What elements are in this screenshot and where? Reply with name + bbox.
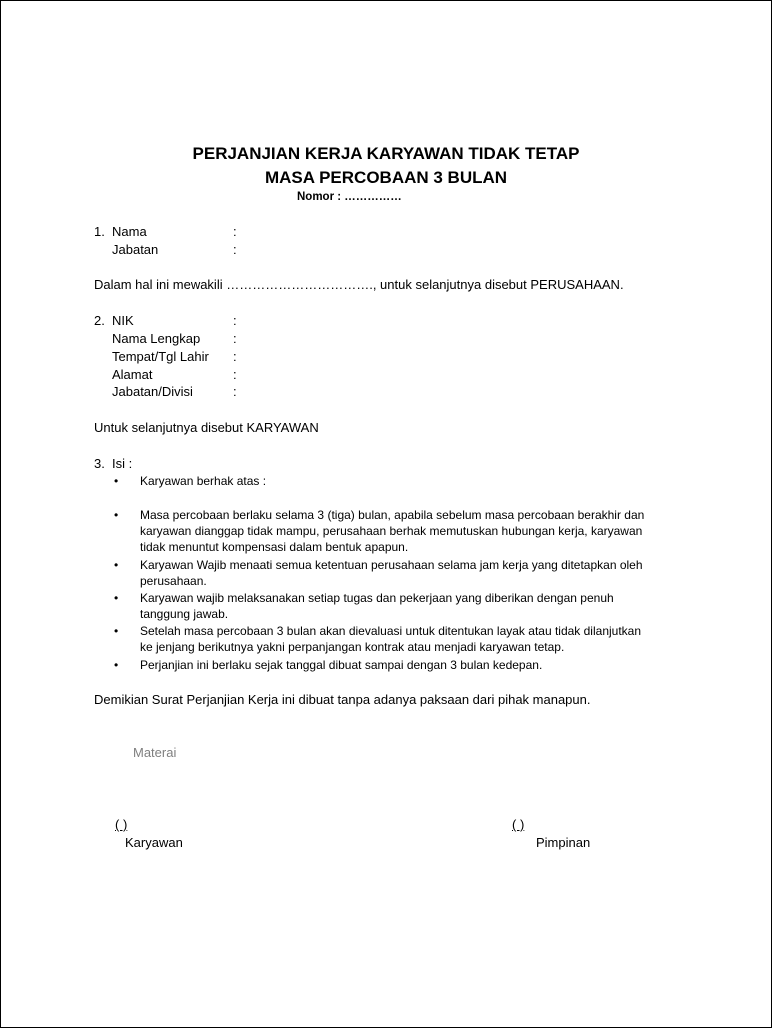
closing-statement: Demikian Surat Perjanjian Kerja ini dibuat tanpa adanya paksaan dari pihak manapun. <box>94 692 591 707</box>
field-label-jabatan: Jabatan <box>112 242 159 257</box>
bullet-text: Karyawan wajib melaksanakan setiap tugas dan pekerjaan yang diberikan dengan penuh <box>140 591 614 605</box>
signature-label-pimpinan: Pimpinan <box>536 835 591 850</box>
section-1-number: 1. <box>94 224 105 239</box>
bullet-text: Setelah masa percobaan 3 bulan akan dievaluasi untuk ditentukan layak atau tidak dilanjutkan <box>140 624 642 638</box>
bullet-icon: • <box>114 624 119 638</box>
section-2-number: 2. <box>94 313 105 328</box>
signature-label-karyawan: Karyawan <box>125 835 183 850</box>
field-label-tempat-tgl-lahir: Tempat/Tgl Lahir <box>112 349 209 364</box>
field-colon: : <box>233 349 237 364</box>
field-colon: : <box>233 384 237 399</box>
bullet-icon: • <box>114 658 119 672</box>
section-3-heading: Isi : <box>112 456 133 471</box>
bullet-icon: • <box>114 558 119 572</box>
field-label-nama-lengkap: Nama Lengkap <box>112 331 201 346</box>
bullet-text: perusahaan. <box>140 574 207 588</box>
bullet-text: ke jenjang berikutnya yakni perpanjangan kontrak atau menjadi karyawan tetap. <box>140 640 565 654</box>
bullet-text: tidak menuntut kompensasi dalam bentuk apapun. <box>140 540 409 554</box>
represent-text: Dalam hal ini mewakili ……………………………., untuk selanjutnya disebut PERUSAHAAN. <box>94 277 624 292</box>
bullet-icon: • <box>114 508 119 522</box>
field-colon: : <box>233 224 237 239</box>
bullet-icon: • <box>114 474 119 488</box>
signature-line-right: ( ) <box>512 817 525 832</box>
bullet-text: Perjanjian ini berlaku sejak tanggal dibuat sampai dengan 3 bulan kedepan. <box>140 658 543 672</box>
field-label-nik: NIK <box>112 313 134 328</box>
employee-text: Untuk selanjutnya disebut KARYAWAN <box>94 420 319 435</box>
signature-line-left: ( ) <box>115 817 128 832</box>
title-line-1: PERJANJIAN KERJA KARYAWAN TIDAK TETAP <box>192 144 580 163</box>
bullet-text: Karyawan berhak atas : <box>140 474 267 488</box>
bullet-icon: • <box>114 591 119 605</box>
materai-label: Materai <box>133 745 177 760</box>
field-colon: : <box>233 367 237 382</box>
field-colon: : <box>233 331 237 346</box>
field-colon: : <box>233 313 237 328</box>
title-line-2: MASA PERCOBAAN 3 BULAN <box>264 168 508 187</box>
field-colon: : <box>233 242 237 257</box>
bullet-text: Masa percobaan berlaku selama 3 (tiga) bulan, apabila sebelum masa percobaan berakhir dan <box>140 508 645 522</box>
section-3-number: 3. <box>94 456 105 471</box>
bullet-text: tanggung jawab. <box>140 607 229 621</box>
bullet-text: Karyawan Wajib menaati semua ketentuan perusahaan selama jam kerja yang ditetapkan oleh <box>140 558 643 572</box>
document-number: Nomor : …………… <box>297 191 402 203</box>
field-label-alamat: Alamat <box>112 367 153 382</box>
field-label-nama: Nama <box>112 224 147 239</box>
field-label-jabatan-divisi: Jabatan/Divisi <box>112 384 193 399</box>
bullet-text: karyawan dianggap tidak mampu, perusahaan berhak memutuskan hubungan kerja, karyawan <box>140 524 643 538</box>
